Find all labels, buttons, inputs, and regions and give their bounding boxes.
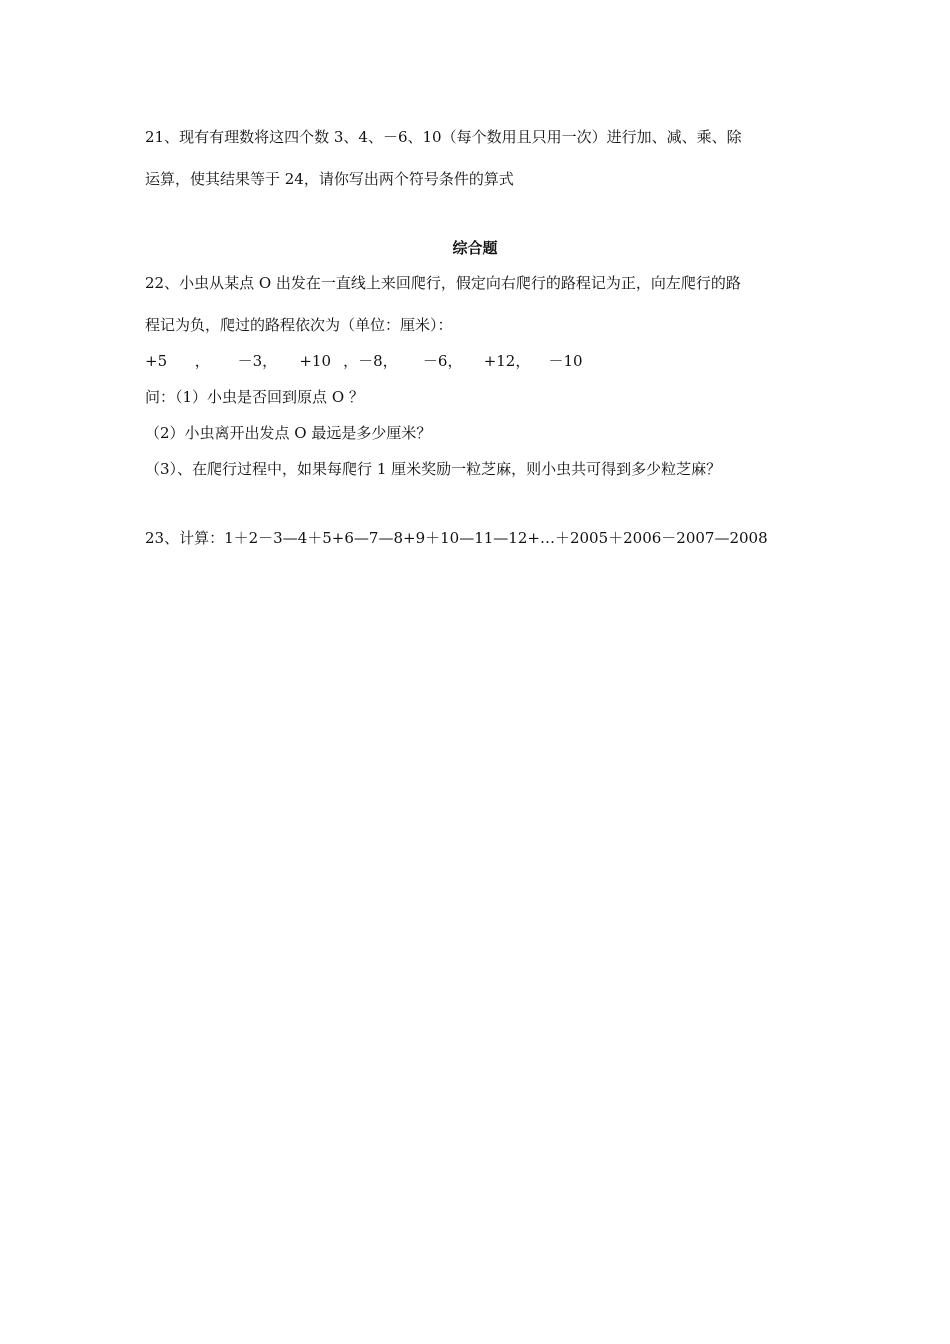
sequence-value: －10 [548,352,583,370]
sequence-value: －3， [237,352,278,370]
question-22-ask: 问：（1）小虫是否回到原点 O ？ [145,388,364,406]
sequence-value: +12， [483,352,531,370]
section-title: 综合题 [452,239,498,257]
question-21-line-2: 运算，使其结果等于 24，请你写出两个符号条件的算式 [145,170,514,188]
sequence-value: －6， [422,352,463,370]
sequence-value: +10 [299,352,331,370]
sequence-separator: ， [194,352,210,370]
sequence-value: +5 [145,352,168,370]
question-22-line-2: 程记为负，爬过的路程依次为（单位：厘米）： [145,316,453,334]
question-22-sub-3: （3）、在爬行过程中，如果每爬行 1 厘米奖励一粒芝麻，则小虫共可得到多少粒芝麻？ [145,460,722,478]
question-22-sub-2: （2）小虫离开出发点 O 最远是多少厘米？ [145,424,432,442]
question-22-distance-sequence [145,351,583,371]
question-23: 23、计算：1＋2－3—4＋5+6—7—8+9＋10—11—12+…＋2005＋2006－2007—2008 [145,529,768,547]
question-22-line-1: 22、小虫从某点 O 出发在一直线上来回爬行，假定向右爬行的路程记为正，向左爬行的路 [145,274,741,292]
question-21-line-1: 21、现有有理数将这四个数 3、4、－6、10（每个数用且只用一次）进行加、减、乘、除 [145,128,742,146]
sequence-value: ，－8， [343,352,398,370]
